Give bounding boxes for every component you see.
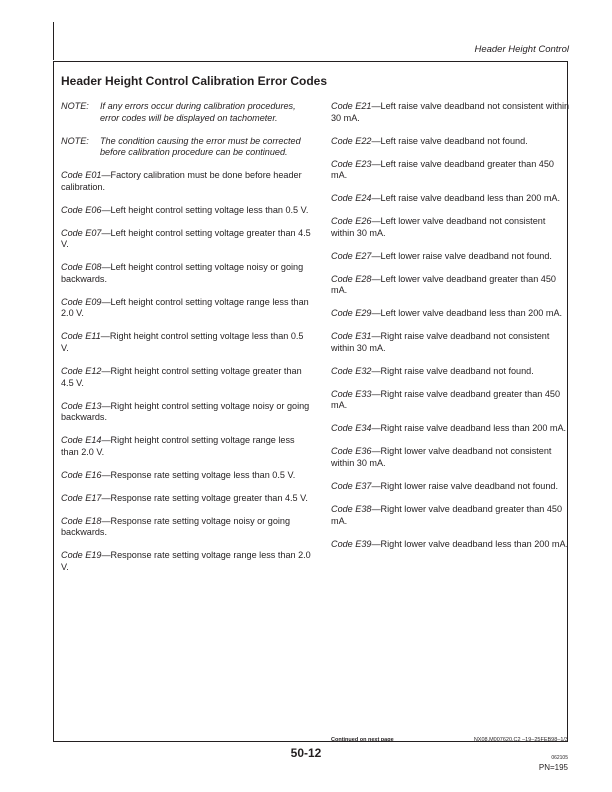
note-text: If any errors occur during calibration procedures, error codes will be displayed on tachometer. [100,101,296,123]
error-description: —Right raise valve deadband not consistent within 30 mA. [331,331,550,353]
error-code: Code E18 [61,515,102,526]
error-description: —Left raise valve deadband not found. [371,135,528,146]
error-description: —Right height control setting voltage range less than 2.0 V. [61,435,295,457]
error-code-entry [331,216,571,239]
error-code-entry [331,159,571,182]
error-code: Code E12 [61,366,102,377]
error-description: —Response rate setting voltage greater than 4.5 V. [101,492,308,503]
error-code-entry [331,101,571,124]
document-reference: NX08,M007620,C2 –19–25FEB98–1/3 [473,737,568,743]
running-head: Header Height Control [474,44,569,55]
error-code-entry [61,435,313,458]
error-code: Code E27 [331,250,372,261]
date-code: 062105 [551,755,568,761]
error-code-entry [61,401,313,424]
error-code-entry [331,274,571,297]
error-code-entry [331,481,571,493]
left-column [61,101,313,585]
error-code: Code E17 [61,492,102,503]
error-description: —Response rate setting voltage range less than 2.0 V. [61,550,311,572]
error-description: —Left lower valve deadband less than 200 mA. [371,308,563,319]
error-description: —Right height control setting voltage noisy or going backwards. [61,400,310,423]
error-code-entry [61,516,313,539]
error-description: —Factory calibration must be done before header calibration. [61,170,302,192]
error-code-entry [61,550,313,573]
error-code: Code E19 [61,550,102,561]
error-code: Code E36 [331,446,372,457]
error-description: —Left lower raise valve deadband not found. [371,250,552,261]
note-text: The condition causing the error must be corrected before calibration procedure can be continued. [100,135,301,158]
error-code-entry [331,308,571,320]
page-title: Header Height Control Calibration Error Codes [61,74,328,88]
error-code-entry [331,389,571,412]
error-code-entry [61,297,313,320]
error-code: Code E34 [331,423,372,434]
error-code: Code E06 [61,204,102,215]
error-code: Code E29 [331,308,372,319]
error-code-entry [61,262,313,285]
note [61,101,313,124]
error-code: Code E37 [331,480,372,491]
continued-note: Continued on next page [331,737,394,743]
error-code-entry [61,228,313,251]
error-code: Code E38 [331,503,372,514]
error-code: Code E11 [61,331,101,342]
error-code: Code E01 [61,170,102,181]
error-description: —Left height control setting voltage less than 0.5 V. [101,204,309,215]
error-code: Code E26 [331,216,372,227]
error-code-entry [61,205,313,217]
error-description: —Left height control setting voltage noisy or going backwards. [61,262,304,284]
error-description: —Response rate setting voltage less than 0.5 V. [101,469,296,480]
error-code-entry [331,193,571,205]
error-description: —Left height control setting voltage greater than 4.5 V. [61,227,311,250]
pn-number: PN=195 [538,763,568,772]
error-description: —Left height control setting voltage range less than 2.0 V. [61,296,309,319]
error-code-entry [331,251,571,263]
error-code: Code E14 [61,435,102,446]
error-code: Code E33 [331,388,372,399]
error-code-entry [61,366,313,389]
error-code: Code E07 [61,227,102,238]
error-description: —Left raise valve deadband greater than 450 mA. [331,158,554,181]
error-code: Code E31 [331,331,372,342]
error-code: Code E24 [331,193,372,204]
error-code-entry [61,331,313,354]
right-column [331,101,571,562]
error-code: Code E22 [331,135,372,146]
error-description: —Right lower valve deadband not consistent within 30 mA. [331,446,552,468]
error-description: —Right raise valve deadband less than 200 mA. [371,423,567,434]
error-code-entry [331,423,571,435]
error-code: Code E16 [61,469,102,480]
error-code: Code E21 [331,101,372,111]
error-description: —Left lower valve deadband not consistent within 30 mA. [331,216,546,238]
error-code-entry [61,470,313,482]
error-code-entry [61,170,313,193]
error-description: —Right raise valve deadband not found. [371,365,534,376]
error-code: Code E09 [61,296,102,307]
error-description: —Right raise valve deadband greater than 450 mA. [331,388,561,411]
error-code: Code E13 [61,400,102,411]
error-code-entry [331,366,571,378]
error-description: —Right lower valve deadband less than 200 mA. [371,538,569,549]
error-code: Code E08 [61,262,102,273]
error-description: —Left raise valve deadband not consistent within 30 mA. [331,101,570,123]
error-code-entry [331,504,571,527]
error-code-entry [331,539,571,551]
error-code: Code E28 [331,273,372,284]
note-label: NOTE: [61,101,89,111]
error-description: —Left raise valve deadband less than 200 mA. [371,193,561,204]
error-description: —Right height control setting voltage greater than 4.5 V. [61,366,302,388]
error-code-entry [61,493,313,505]
error-code-entry [331,446,571,469]
error-code-entry [331,136,571,148]
error-code: Code E23 [331,158,372,169]
note-label: NOTE: [61,135,89,146]
error-description: —Right lower raise valve deadband not found. [371,480,558,491]
error-code: Code E32 [331,365,372,376]
note [61,136,313,159]
error-code: Code E39 [331,538,372,549]
error-description: —Response rate setting voltage noisy or going backwards. [61,515,291,538]
error-description: —Right lower valve deadband greater than 450 mA. [331,503,563,526]
page-number: 50-12 [290,746,322,760]
error-description: —Right height control setting voltage less than 0.5 V. [61,331,304,354]
error-description: —Left lower valve deadband greater than 450 mA. [331,273,556,296]
error-code-entry [331,331,571,354]
